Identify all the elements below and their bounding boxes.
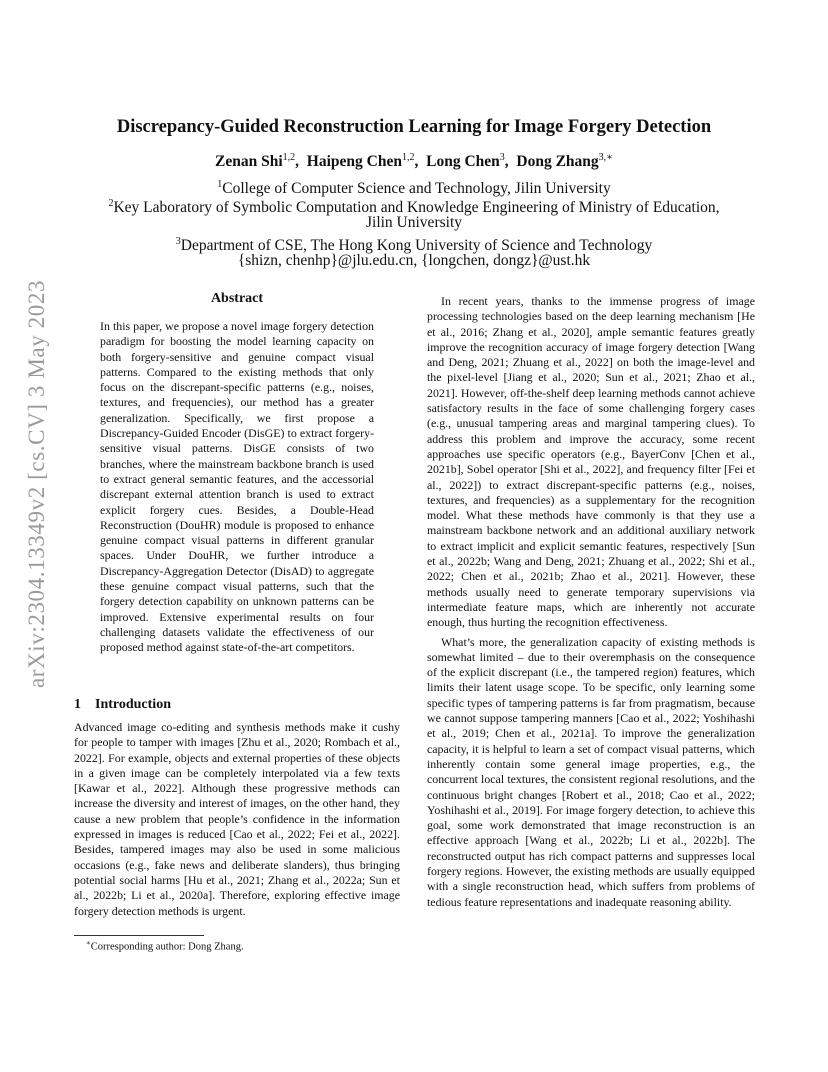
paper-title: Discrepancy-Guided Reconstruction Learning for Image Forgery Detection [116, 117, 712, 137]
section-number: 1 [74, 697, 81, 712]
section-title: Introduction [95, 697, 171, 712]
affiliation-text: College of Computer Science and Technology, Jilin University [222, 180, 611, 198]
footnote-mark: ∗ [86, 939, 91, 947]
footnote-divider [74, 935, 204, 936]
introduction-heading [74, 697, 171, 713]
author-name: Zenan Shi [215, 153, 283, 171]
author-affiliation-mark: 1,2 [401, 152, 415, 163]
author-emails: {shizn, chenhp}@jlu.edu.cn, {longchen, dongz}@ust.hk [237, 252, 591, 269]
introduction-body [74, 720, 400, 923]
author-name: Long Chen [426, 153, 500, 171]
body-paragraph: What’s more, the generalization capacity of existing methods is somewhat limited – due to their overemphasis on the consequence of the explicit discrepant (i.e., the tampered region) features, which limits their latent usage scope. To be specific, only learning some specific types of tampering patterns is far from pragmatism, because we cannot suppose tampering manners [Cao et al., 2022; Yoshihashi et al., 2019; Chen et al., 2021a]. To improve the generalization capacity, it is helpful to learn a set of compact visual patterns, which inherently contain some general image properties, e.g., the concurrent local textures, the consistent regional resolutions, and the continuous bright changes [Robert et al., 2018; Cao et al., 2022; Yoshihashi et al., 2019]. For image forgery detection, to achieve this goal, some work demonstrated that image reconstruction is an effective approach [Wang et al., 2022b; Li et al., 2022b]. The reconstructed output has rich compact patterns and suppresses local forgery regions. However, the existing methods are usually equipped with a single reconstruction head, which suffers from problems of tedious feature representations and inadequate reasoning ability. [427, 634, 755, 909]
right-column [427, 294, 755, 914]
footnote-text: Corresponding author: Dong Zhang. [90, 941, 244, 953]
author-affiliation-mark: 3 [499, 152, 505, 163]
affiliation-text: Department of CSE, The Hong Kong University of Science and Technology [180, 237, 653, 255]
affiliation-text: Key Laboratory of Symbolic Computation and Knowledge Engineering of Ministry of Education, [113, 199, 720, 217]
abstract-heading: Abstract [210, 291, 264, 306]
footnote [86, 939, 244, 953]
body-paragraph: In recent years, thanks to the immense progress of image processing technologies based on the deep learning mechanism [He et al., 2016; Zhang et al., 2020], ample semantic features greatly improve the recognition accuracy of image forgery detection [Wang and Deng, 2021; Zhuang et al., 2022] on both the image-level and the pixel-level [Jiang et al., 2020; Sun et al., 2021; Zhao et al., 2021]. However, off-the-shelf deep learning methods cannot achieve satisfactory results in the face of some challenging forgery cases (e.g., unusual tampering areas and marginal tampering clues). To address this problem and improve the accuracy, some recent approaches use specific operators (e.g., BayerConv [Chen et al., 2021b], Sobel operator [Shi et al., 2022], and frequency filter [Fei et al., 2022]) to extract discrepant-specific patterns (e.g., noises, textures, and frequencies) as a supplementary for the recognition model. What these methods have commonly is that they use a mainstream backbone network and an additional auxiliary network to extract implicit and explicit semantic features, respectively [Sun et al., 2022b; Wang and Deng, 2021; Zhuang et al., 2022; Shi et al., 2022; Chen et al., 2021b; Zhao et al., 2021]. However, these methods usually need to generate temporary supervisions via intermediate feature maps, which are inherently not accurate enough, thus hurting the recognition effectiveness. [427, 294, 755, 630]
arxiv-identifier-stamp [22, 279, 49, 688]
author-list: Zenan Shi$^{1,2}$, Haipeng Chen$^{1,2}$, Long Chen$^3$, Dong Zhang$^{3,∗}$ [215, 152, 613, 171]
author-name: Haipeng Chen [306, 153, 402, 171]
affiliation-mark: 2 [108, 198, 114, 209]
affiliation-text: Jilin University [365, 214, 462, 231]
author-affiliation-mark: 1,2 [282, 152, 296, 163]
author-affiliation-mark: 3,∗ [598, 152, 613, 163]
affiliation-mark: 1 [217, 179, 223, 190]
arxiv-identifier-text: arXiv:2304.13349v2 [cs.CV] 3 May 2023 [24, 279, 49, 688]
body-paragraph: Advanced image co-editing and synthesis methods make it cushy for people to tamper with images [Zhu et al., 2020; Rombach et al., 2022]. For example, objects and external properties of these objects in a given image can be completely interpolated via a few texts [Kawar et al., 2022]. Although these progressive methods can increase the diversity and interest of images, on the other hand, they cause a new problem that people’s confidence in the information expressed in images is reduced [Cao et al., 2022; Fei et al., 2022]. Besides, tampered images may also be used in some malicious occasions (e.g., fake news and deliberate slanders), thus bringing potential social harms [Hu et al., 2021; Zhang et al., 2022a; Sun et al., 2022b; Li et al., 2020a]. Therefore, exploring effective image forgery detection methods is urgent. [74, 720, 400, 918]
affiliation-mark: 3 [175, 236, 181, 247]
author-name: Dong Zhang [516, 153, 599, 171]
abstract-body: In this paper, we propose a novel image forgery detection paradigm for boosting the model learning capacity on both forgery-sensitive and genuine compact visual patterns. Compared to the existing methods that only focus on the discrepant-specific patterns (e.g., noises, textures, and frequencies), our method has a greater generalization. Specifically, we first propose a Discrepancy-Guided Encoder (DisGE) to extract forgery-sensitive visual patterns. DisGE consists of two branches, where the mainstream backbone branch is used to extract general semantic features, and the accessorial discrepant external attention branch is used to extract explicit forgery cues. Besides, a Double-Head Reconstruction (DouHR) module is proposed to enhance genuine compact visual patterns in different granular spaces. Under DouHR, we further introduce a Discrepancy-Aggregation Detector (DisAD) to aggregate these genuine compact visual patterns, such that the forgery detection capability on unknown patterns can be improved. Extensive experimental results on four challenging datasets validate the effectiveness of our proposed method against state-of-the-art competitors. [100, 319, 374, 655]
affiliation-line [60, 213, 768, 232]
